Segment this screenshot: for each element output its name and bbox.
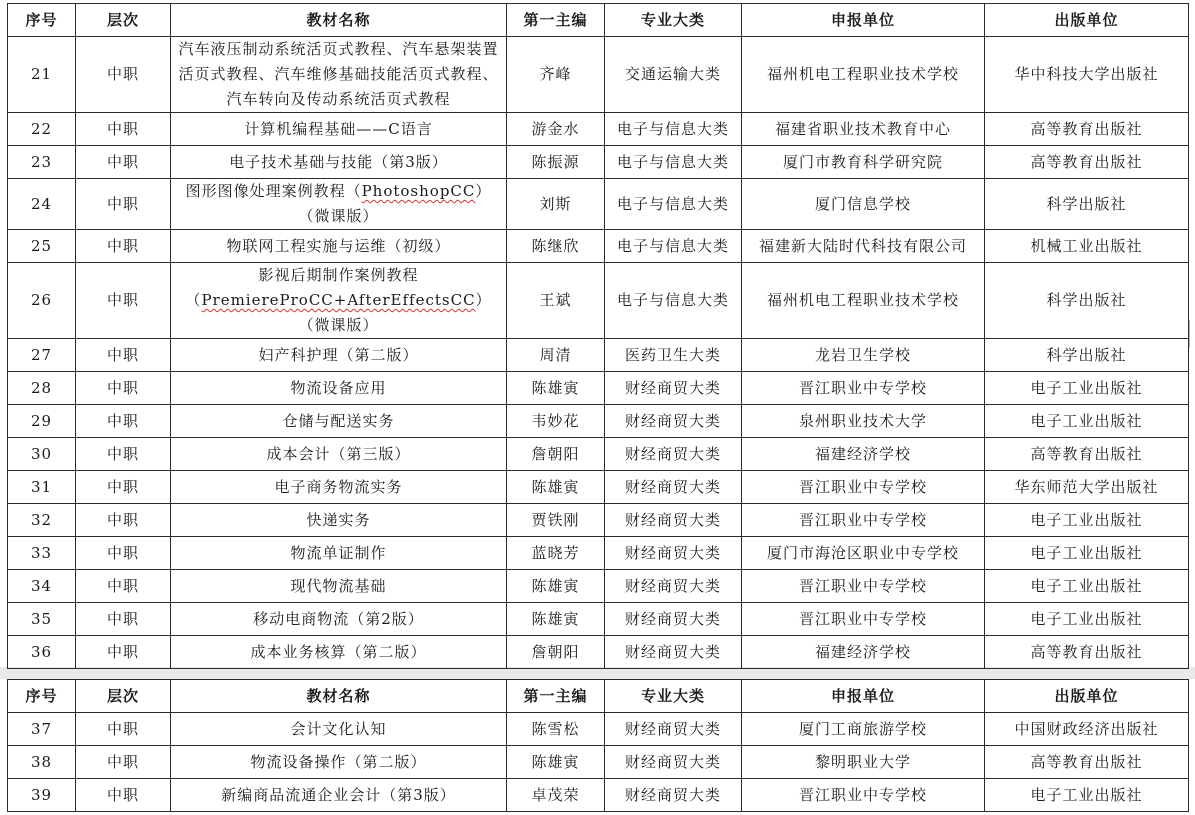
cell-title — [171, 179, 507, 230]
cell-category: 财经商贸大类 — [605, 570, 742, 603]
cell-level: 中职 — [76, 779, 171, 812]
cell-title: 会计文化认知 — [171, 713, 507, 746]
cell-index: 32 — [8, 504, 76, 537]
header-title: 教材名称 — [171, 4, 507, 37]
cell-editor: 詹朝阳 — [507, 636, 605, 669]
cell-publisher: 华东师范大学出版社 — [985, 471, 1189, 504]
table-row — [8, 339, 1189, 372]
cell-publisher: 科学出版社 — [985, 263, 1189, 339]
table-row — [8, 603, 1189, 636]
cell-applicant: 晋江职业中专学校 — [742, 779, 985, 812]
cell-applicant: 晋江职业中专学校 — [742, 570, 985, 603]
header-category: 专业大类 — [605, 4, 742, 37]
cell-publisher: 高等教育出版社 — [985, 438, 1189, 471]
cell-category: 财经商贸大类 — [605, 438, 742, 471]
header-editor: 第一主编 — [507, 680, 605, 713]
header-applicant: 申报单位 — [742, 4, 985, 37]
cell-publisher: 科学出版社 — [985, 179, 1189, 230]
cell-category: 交通运输大类 — [605, 37, 742, 113]
title-text: ）（微课版） — [298, 291, 492, 334]
cell-level: 中职 — [76, 570, 171, 603]
cell-applicant: 晋江职业中专学校 — [742, 603, 985, 636]
cell-applicant: 厦门市教育科学研究院 — [742, 146, 985, 179]
cell-title: 电子商务物流实务 — [171, 471, 507, 504]
cell-title: 成本业务核算（第二版） — [171, 636, 507, 669]
cell-index: 29 — [8, 405, 76, 438]
cell-publisher: 华中科技大学出版社 — [985, 37, 1189, 113]
cell-editor: 贾铁刚 — [507, 504, 605, 537]
cell-category: 财经商贸大类 — [605, 537, 742, 570]
table-row — [8, 37, 1189, 113]
cell-category: 财经商贸大类 — [605, 504, 742, 537]
textbook-table-page-1 — [7, 3, 1189, 669]
cell-publisher: 高等教育出版社 — [985, 146, 1189, 179]
cell-editor: 齐峰 — [507, 37, 605, 113]
cell-category: 电子与信息大类 — [605, 179, 742, 230]
cell-index: 38 — [8, 746, 76, 779]
cell-applicant: 厦门工商旅游学校 — [742, 713, 985, 746]
table-row — [8, 471, 1189, 504]
table-row — [8, 230, 1189, 263]
cell-applicant: 晋江职业中专学校 — [742, 372, 985, 405]
cell-title: 快递实务 — [171, 504, 507, 537]
margin-marker — [1189, 320, 1195, 348]
cell-category: 财经商贸大类 — [605, 779, 742, 812]
cell-publisher: 电子工业出版社 — [985, 603, 1189, 636]
cell-category: 财经商贸大类 — [605, 713, 742, 746]
cell-index: 26 — [8, 263, 76, 339]
cell-applicant: 龙岩卫生学校 — [742, 339, 985, 372]
title-text: 图形图像处理案例教程（ — [185, 182, 362, 200]
header-publisher: 出版单位 — [985, 4, 1189, 37]
table-row — [8, 113, 1189, 146]
cell-level: 中职 — [76, 37, 171, 113]
cell-index: 35 — [8, 603, 76, 636]
header-category: 专业大类 — [605, 680, 742, 713]
cell-category: 财经商贸大类 — [605, 636, 742, 669]
table-row — [8, 405, 1189, 438]
cell-publisher: 科学出版社 — [985, 339, 1189, 372]
cell-editor: 陈振源 — [507, 146, 605, 179]
cell-level: 中职 — [76, 113, 171, 146]
cell-level: 中职 — [76, 179, 171, 230]
cell-editor: 卓茂荣 — [507, 779, 605, 812]
cell-applicant: 福建经济学校 — [742, 438, 985, 471]
header-index: 序号 — [8, 4, 76, 37]
cell-level: 中职 — [76, 504, 171, 537]
header-level: 层次 — [76, 4, 171, 37]
cell-applicant: 福建经济学校 — [742, 636, 985, 669]
cell-editor: 陈雄寅 — [507, 471, 605, 504]
cell-level: 中职 — [76, 146, 171, 179]
cell-category: 电子与信息大类 — [605, 113, 742, 146]
cell-category: 财经商贸大类 — [605, 405, 742, 438]
table-row — [8, 537, 1189, 570]
cell-level: 中职 — [76, 438, 171, 471]
cell-category: 财经商贸大类 — [605, 471, 742, 504]
cell-index: 27 — [8, 339, 76, 372]
cell-title: 物联网工程实施与运维（初级） — [171, 230, 507, 263]
cell-editor: 詹朝阳 — [507, 438, 605, 471]
cell-category: 财经商贸大类 — [605, 372, 742, 405]
cell-level: 中职 — [76, 372, 171, 405]
cell-publisher: 电子工业出版社 — [985, 504, 1189, 537]
cell-index: 30 — [8, 438, 76, 471]
cell-category: 电子与信息大类 — [605, 263, 742, 339]
cell-level: 中职 — [76, 405, 171, 438]
cell-title: 妇产科护理（第二版） — [171, 339, 507, 372]
cell-title: 仓储与配送实务 — [171, 405, 507, 438]
cell-level: 中职 — [76, 713, 171, 746]
cell-editor: 王斌 — [507, 263, 605, 339]
cell-title: 物流设备操作（第二版） — [171, 746, 507, 779]
table-row — [8, 746, 1189, 779]
cell-editor: 韦妙花 — [507, 405, 605, 438]
cell-index: 22 — [8, 113, 76, 146]
cell-index: 28 — [8, 372, 76, 405]
cell-title: 物流设备应用 — [171, 372, 507, 405]
cell-category: 电子与信息大类 — [605, 230, 742, 263]
cell-index: 31 — [8, 471, 76, 504]
cell-editor: 周清 — [507, 339, 605, 372]
cell-editor: 陈雄寅 — [507, 746, 605, 779]
cell-title — [171, 263, 507, 339]
cell-title: 电子技术基础与技能（第3版） — [171, 146, 507, 179]
cell-title: 成本会计（第三版） — [171, 438, 507, 471]
table-row — [8, 263, 1189, 339]
cell-level: 中职 — [76, 339, 171, 372]
cell-publisher: 电子工业出版社 — [985, 405, 1189, 438]
cell-index: 25 — [8, 230, 76, 263]
table-header-row — [8, 680, 1189, 713]
spellcheck-term: PremiereProCC+AfterEffectsCC — [201, 291, 476, 309]
cell-title: 现代物流基础 — [171, 570, 507, 603]
table-row — [8, 570, 1189, 603]
cell-publisher: 高等教育出版社 — [985, 746, 1189, 779]
title-text: 影视后期制作案例教程（ — [185, 266, 419, 309]
cell-editor: 陈雪松 — [507, 713, 605, 746]
cell-applicant: 福州机电工程职业技术学校 — [742, 37, 985, 113]
header-level: 层次 — [76, 680, 171, 713]
table-row — [8, 179, 1189, 230]
cell-index: 37 — [8, 713, 76, 746]
cell-editor: 陈雄寅 — [507, 603, 605, 636]
table-header-row — [8, 4, 1189, 37]
cell-title: 移动电商物流（第2版） — [171, 603, 507, 636]
table-row — [8, 372, 1189, 405]
cell-applicant: 晋江职业中专学校 — [742, 471, 985, 504]
cell-editor: 蓝晓芳 — [507, 537, 605, 570]
table-row — [8, 636, 1189, 669]
cell-editor: 刘斯 — [507, 179, 605, 230]
header-index: 序号 — [8, 680, 76, 713]
cell-index: 34 — [8, 570, 76, 603]
header-applicant: 申报单位 — [742, 680, 985, 713]
cell-publisher: 机械工业出版社 — [985, 230, 1189, 263]
cell-index: 21 — [8, 37, 76, 113]
cell-applicant: 福州机电工程职业技术学校 — [742, 263, 985, 339]
cell-publisher: 高等教育出版社 — [985, 636, 1189, 669]
cell-level: 中职 — [76, 636, 171, 669]
cell-applicant: 厦门市海沧区职业中专学校 — [742, 537, 985, 570]
cell-level: 中职 — [76, 230, 171, 263]
cell-applicant: 福建省职业技术教育中心 — [742, 113, 985, 146]
cell-publisher: 电子工业出版社 — [985, 779, 1189, 812]
cell-index: 39 — [8, 779, 76, 812]
table-row — [8, 779, 1189, 812]
title-text: ）（微课版） — [298, 182, 492, 225]
header-editor: 第一主编 — [507, 4, 605, 37]
cell-category: 医药卫生大类 — [605, 339, 742, 372]
cell-publisher: 电子工业出版社 — [985, 372, 1189, 405]
table-row — [8, 504, 1189, 537]
cell-category: 财经商贸大类 — [605, 746, 742, 779]
cell-level: 中职 — [76, 537, 171, 570]
spellcheck-term: PhotoshopCC — [361, 182, 476, 200]
cell-index: 36 — [8, 636, 76, 669]
cell-level: 中职 — [76, 263, 171, 339]
cell-applicant: 晋江职业中专学校 — [742, 504, 985, 537]
table-row — [8, 438, 1189, 471]
cell-title: 物流单证制作 — [171, 537, 507, 570]
cell-publisher: 高等教育出版社 — [985, 113, 1189, 146]
cell-applicant: 黎明职业大学 — [742, 746, 985, 779]
cell-level: 中职 — [76, 746, 171, 779]
cell-index: 33 — [8, 537, 76, 570]
cell-publisher: 电子工业出版社 — [985, 537, 1189, 570]
cell-applicant: 泉州职业技术大学 — [742, 405, 985, 438]
cell-applicant: 福建新大陆时代科技有限公司 — [742, 230, 985, 263]
cell-title: 计算机编程基础——C语言 — [171, 113, 507, 146]
cell-publisher: 电子工业出版社 — [985, 570, 1189, 603]
cell-editor: 陈雄寅 — [507, 372, 605, 405]
table-row — [8, 713, 1189, 746]
cell-applicant: 厦门信息学校 — [742, 179, 985, 230]
cell-category: 财经商贸大类 — [605, 603, 742, 636]
cell-editor: 陈雄寅 — [507, 570, 605, 603]
cell-level: 中职 — [76, 471, 171, 504]
textbook-table-page-2 — [7, 679, 1189, 812]
cell-publisher: 中国财政经济出版社 — [985, 713, 1189, 746]
cell-title: 汽车液压制动系统活页式教程、汽车悬架装置活页式教程、汽车维修基础技能活页式教程、汽车转向及传动系统活页式教程 — [171, 37, 507, 113]
cell-editor: 陈继欣 — [507, 230, 605, 263]
table-row — [8, 146, 1189, 179]
cell-editor: 游金水 — [507, 113, 605, 146]
cell-index: 23 — [8, 146, 76, 179]
cell-level: 中职 — [76, 603, 171, 636]
cell-category: 电子与信息大类 — [605, 146, 742, 179]
header-publisher: 出版单位 — [985, 680, 1189, 713]
header-title: 教材名称 — [171, 680, 507, 713]
cell-title: 新编商品流通企业会计（第3版） — [171, 779, 507, 812]
cell-index: 24 — [8, 179, 76, 230]
